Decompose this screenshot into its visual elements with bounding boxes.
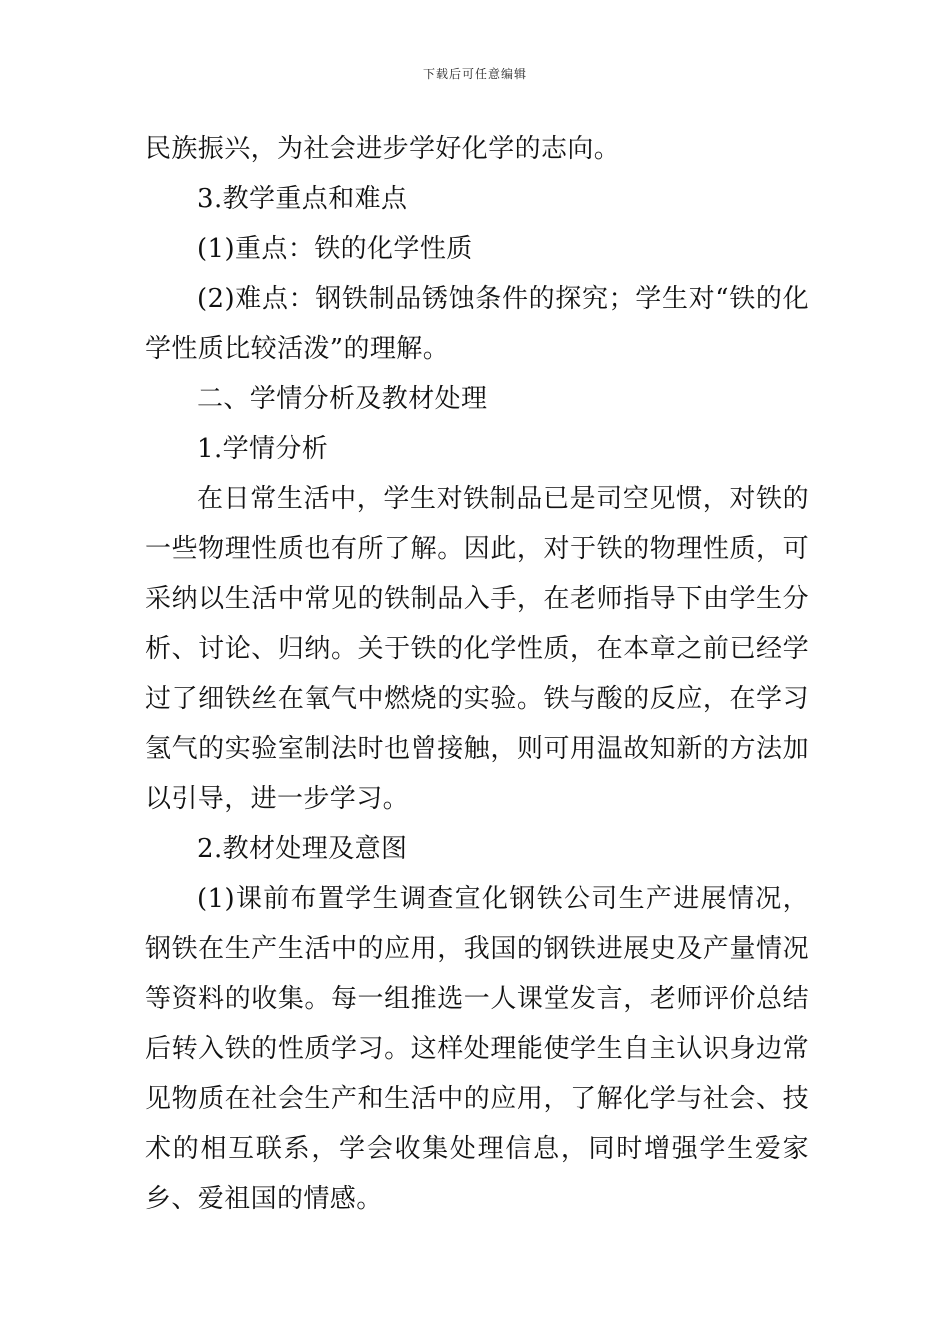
paragraph-student-analysis: 在日常生活中，学生对铁制品已是司空见惯，对铁的一些物理性质也有所了解。因此，对于铁的物理性质，可采纳以生活中常见的铁制品入手，在老师指导下由学生分析、讨论、归纳。关于铁的化学性质，在本章之前已经学过了细铁丝在氧气中燃烧的实验。铁与酸的反应，在学习氢气的实验室制法时也曾接触，则可用温故知新的方法加以引导，进一步学习。 (145, 484, 809, 814)
section-heading-analysis: 二、学情分析及教材处理 (197, 384, 488, 414)
page-header: 下载后可任意编辑 (422, 67, 527, 81)
document-body (145, 124, 809, 1224)
paragraph-material-handling: (1)课前布置学生调查宣化钢铁公司生产进展情况，钢铁在生产生活中的应用，我国的钢铁进展史及产量情况等资料的收集。每一组推选一人课堂发言，老师评价总结后转入铁的性质学习。这样处理能使学生自主认识身边常见物质在社会生产和生活中的应用，了解化学与社会、技术的相互联系，学会收集处理信息，同时增强学生爱家乡、爱祖国的情感。 (145, 884, 809, 1214)
list-item-difficult-point: (2)难点：钢铁制品锈蚀条件的探究；学生对“铁的化学性质比较活泼”的理解。 (145, 284, 809, 364)
section-heading-key-points: 3.教学重点和难点 (197, 184, 408, 214)
subsection-heading-student-analysis: 1.学情分析 (197, 434, 329, 464)
list-item-key-point: (1)重点：铁的化学性质 (197, 234, 473, 264)
paragraph-continuation: 民族振兴，为社会进步学好化学的志向。 (145, 134, 621, 164)
subsection-heading-material-handling: 2.教材处理及意图 (197, 834, 408, 864)
